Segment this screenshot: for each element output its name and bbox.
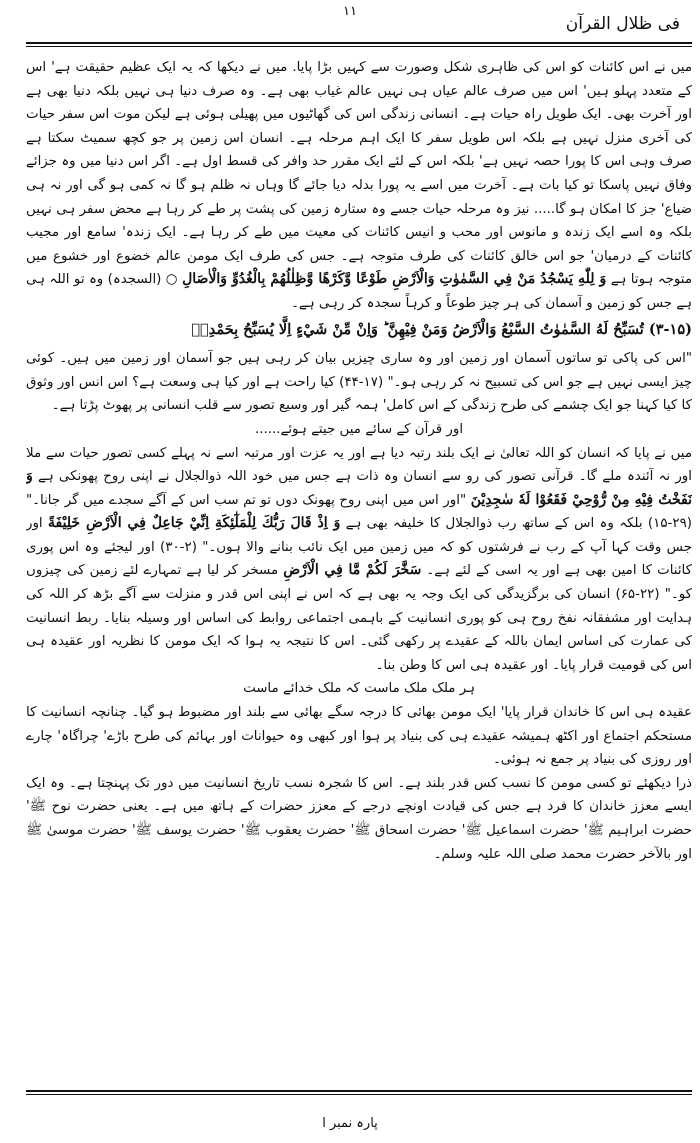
paragraph [26,442,692,678]
paragraph [26,56,692,316]
footer-rule-thin [26,1094,692,1095]
verse-translation: ○ (السجدہ) وہ تو اللہ ہی ہے جس کو زمین و آسمان کی ہر چیز طوعاً و کرہاً سجدہ کر رہی ہے۔ [26,272,692,311]
verse-translation: مسخر کر لیا ہے تمہارے لئے زمین کی چیزوں کو۔" (۲۲-۶۵) انسان کی برگزیدگی کی ایک وجہ یہ بھی ہے کہ اس نے اپنی اس قدر و منزلت سے آگے بڑھ کر اللہ کی ہدایت اور مشفقانہ نفخ روح ہی کو پوری انسانیت کے باہمی اجتماعی روابط کی اساس اور وسیلہ بنایا۔ ربط انسانیت کی عمارت کی اساس ایمان باللہ کے عقیدے پر رکھی گئی۔ اس کا نتیجہ یہ ہوا کہ ایک مومن کا نظریہ اور عقیدہ ہی اس کی قومیت قرار پایا۔ اور عقیدہ ہی اس کا وطن بنا۔ [26,563,692,673]
section-label: پارہ نمبر ا [322,1116,378,1131]
page-number: ۱۱ [343,4,357,19]
quran-verse-line [26,318,692,342]
quran-verse: تُسَبِّحُ لَهُ السَّمٰوٰتُ السَّبْعُ وَالْاَرْضُ وَمَنْ فِيْهِنَّ ؕ وَاِنْ مِّنْ شَيْءٍ اِلَّا يُسَبِّحُ بِحَمْدِهٖ [191,320,644,338]
paragraph-text: میں نے اس کائنات کو اس کی ظاہری شکل وصورت سے کہیں بڑا پایا. میں نے دیکھا کہ یہ ایک عظیم حقیقت ہے' اس کے متعدد پہلو ہیں' اس میں صرف عالم عیاں ہی نہیں عالم غیاب بھی ہے۔ وہ صرف دنیا ہی نہیں بلکہ دنیا بھی ہے اور آخرت بھی۔ ایک طویل راہ حیات ہے۔ انسانی زندگی اس کی گھاٹیوں میں پھیلی ہوئی ہے لیکن موت اس سفر حیات کی آخری منزل نہیں ہے بلکہ اس طویل سفر کا ایک اہم مرحلہ ہے۔ انسان اس زمین پر جو کچھ سمیٹ سکتا ہے صرف وہی اس کا پورا حصہ نہیں ہے' بلکہ اس کے لئے ایک مقرر حد وافر کی قسط اول ہے۔ اگر اس دنیا میں وہ جزائے وفاق نہیں پاسکا تو کیا بات ہے۔ آخرت میں اسے یہ پورا بدلہ دیا جائے گا وہاں نہ ظلم ہو گا نہ کمی ہو گی اور نہ ہی ضیاع' جز کا امکان ہو گا..... نیز وہ مرحلہ حیات جسے وہ ستارہ زمین کی پشت پر طے کر رہا ہے محض سفر ہی نہیں بلکہ وہ اسے ایک زندہ و مانوس اور محب و انیس کائنات کی معیت میں طے کر رہا ہے۔ ایک زندہ' سامع اور مجیب کائنات کے درمیان' جو اس خالق کائنات کی طرف متوجہ ہے۔ جس کی طرف ایک مومن عالم خضوع اور خشوع میں متوجہ ہوتا ہے [26,60,692,288]
quran-verse: سَخَّرَ لَكُمْ مَّا فِي الْاَرْضِ [283,562,422,579]
paragraph: عقیدہ ہی اس کا خاندان قرار پایا' ایک مومن بھائی کا درجہ سگے بھائی سے بلند اور مضبوط ہو گیا۔ چنانچہ انسانیت کا مستحکم اجتماع اور اکٹھ ہمیشہ عقیدے ہی کی بنیاد پر ہوا اور کبھی وہ حیوانات اور بہائم کی طرح باڑے' چراگاہ' چارے اور روزی کی بنیاد پر جمع نہ ہوئی۔ [26,705,692,768]
paragraph: "اس کی پاکی تو ساتوں آسمان اور زمین اور وہ ساری چیزیں بیان کر رہی ہیں جو آسمان اور زمین میں ہیں۔ کوئی چیز ایسی نہیں ہے جو اس کی تسبیح نہ کر رہی ہو۔" (۱۷-۴۴) کیا راحت ہے اور کیا ہی وسعت ہے؟ اس انس اور وثوق کا کیا کہنا جو ایک چشمے کی طرح زندگی کے اس کامل' ہمہ گیر اور وسیع تصور سے قلب انسانی پر پھوٹ پڑتا ہے۔ [26,351,692,414]
verse-translation: "اور اس میں اپنی روح پھونک دوں تو تم سب اس کے آگے سجدے میں گر جانا۔" (۲۹-۱۵) بلکہ وہ اس کے ساتھ رب ذوالجلال کا خلیفہ بھی ہے [26,492,692,532]
header-rule-thin [26,46,692,47]
header-rule [26,42,692,44]
verse-reference: (۳-۱۵) [648,320,692,338]
quran-verse: وَ اِذْ قَالَ رَبُّكَ لِلْمَلٰٓئِكَةِ اِنِّيْ جَاعِلٌ فِي الْاَرْضِ خَلِيْفَةً [47,515,341,532]
quran-verse: وَ لِلّٰهِ يَسْجُدُ مَنْ فِي السَّمٰوٰتِ وَالْاَرْضِ طَوْعًا وَّكَرْهًا وَّظِلٰلُهُمْ بِالْغُدُوِّ وَالْاٰصَالِ [182,271,607,288]
footer-rule [26,1090,692,1092]
quran-verse: وَ نَفَخْتُ فِيْهِ مِنْ رُّوْحِيْ فَقَعُوْا لَهٗ سٰجِدِيْنَ [26,468,692,508]
paragraph: ذرا دیکھئے تو کسی مومن کا نسب کس قدر بلند ہے۔ اس کا شجرہ نسب تاریخ انسانیت میں دور تک پہنچتا ہے۔ وہ ایک ایسے معزز خاندان کا فرد ہے جس کی قیادت اونچے درجے کے معزز حضرات کے ہاتھ میں ہے۔ یعنی حضرت نوح ﷺ' حضرت ابراہیم ﷺ' حضرت اسماعیل ﷺ' حضرت اسحاق ﷺ' حضرت یعقوب ﷺ' حضرت یوسف ﷺ' حضرت موسیٰ ﷺ اور بالآخر حضرت محمد صلی اللہ علیہ وسلم۔ [26,775,692,862]
running-title: فی ظلال القرآن [565,14,680,34]
section-subheading: ہر ملک ملک ماست کہ ملک خدائے ماست [243,681,475,697]
verse-translation: اور جس وقت کہا آپ کے رب نے فرشتوں کو کہ میں زمین میں ایک نائب بنانے والا ہوں۔" (۲-۳۰) اور لیجئے وہ اس پوری کائنات کا امین بھی ہے اور یہ اسی کے لئے ہے۔ [26,516,692,579]
paragraph-text: میں نے پایا کہ انسان کو اللہ تعالیٰ نے ایک بلند رتبہ دیا ہے اور یہ عزت اور مرتبہ اسے نہ پہلے کسی تصور حیات سے ملا اور نہ آئندہ ملے گا۔ قرآنی تصور کی رو سے انسان وہ ذات ہے جس میں خود اللہ ذوالجلال نے اپنی روح پھونکی ہے [26,445,692,485]
section-subheading: اور قرآن کے سائے میں جیتے ہوئے...... [254,421,464,437]
page-body [26,56,692,1078]
